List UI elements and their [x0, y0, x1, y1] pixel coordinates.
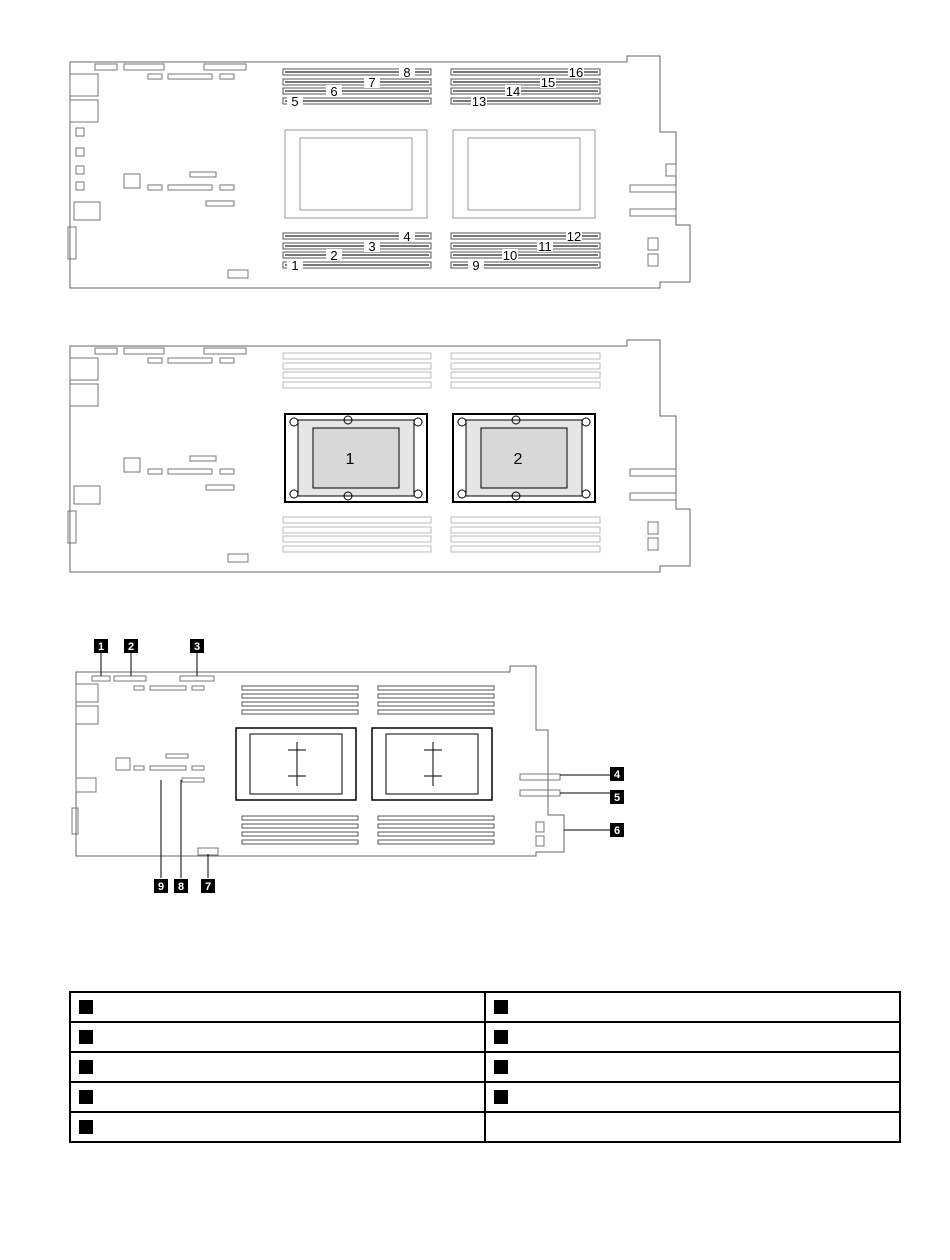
dimm-slot: [451, 382, 600, 388]
legend-cell-left: [70, 1052, 485, 1082]
right-connectors: [520, 774, 560, 846]
dimm-slot: [242, 710, 358, 714]
dimm-slot: [378, 824, 494, 828]
processor-1: [285, 414, 427, 502]
processor-socket-diagram: [0, 336, 950, 586]
right-connectors: [630, 469, 676, 550]
dimm-slot: [451, 372, 600, 378]
processor-socket-outlines: [285, 130, 595, 218]
legend-cell-right: [485, 1052, 900, 1082]
dimm-slot: [283, 517, 431, 523]
callout-4-number: 4: [613, 769, 621, 781]
legend-cell-right: [485, 1022, 900, 1052]
dimm-slot: [378, 832, 494, 836]
dimm-slot-label: 11: [538, 239, 552, 254]
legend-row: [70, 1052, 900, 1082]
callout-8-number: 8: [177, 881, 185, 893]
dimm-slot-label: 1: [291, 258, 299, 273]
dimm-slot: [378, 702, 494, 706]
dimm-slot-label: 3: [368, 239, 376, 254]
dimm-slot-label: 14: [505, 84, 521, 99]
dimm-slot-label: 5: [291, 94, 299, 109]
dimm-slot: [451, 363, 600, 369]
legend-row: [70, 1082, 900, 1112]
dimm-slot: [451, 536, 600, 542]
legend-callout-badge: [79, 1000, 93, 1014]
dimm-slot-label: 10: [502, 248, 518, 263]
dimm-slot: [242, 694, 358, 698]
dimm-slot-label: 8: [403, 65, 411, 80]
dimm-slot: [451, 353, 600, 359]
dimm-slot-label: 7: [368, 75, 376, 90]
dimm-slot-3-contacts: [285, 245, 429, 247]
dimm-slot-6-contacts: [285, 90, 429, 92]
dimm-slot: [283, 527, 431, 533]
dimm-slot: [242, 816, 358, 820]
legend-callout-badge: [79, 1060, 93, 1074]
dimm-slot-label: 16: [568, 65, 584, 80]
dimm-slots: [242, 686, 494, 844]
dimm-slot-label: 13: [471, 94, 487, 109]
dimm-slot: [283, 372, 431, 378]
callout-3-number: 3: [193, 641, 201, 653]
dimm-slot: [283, 546, 431, 552]
legend-callout-badge: [494, 1090, 508, 1104]
legend-row: [70, 1022, 900, 1052]
dimm-slot-label: 12: [566, 229, 582, 244]
dimm-slot-15-contacts: [453, 81, 598, 83]
left-io-components: [68, 64, 248, 278]
dimm-slot-14-contacts: [453, 90, 598, 92]
dimm-slot-2-contacts: [285, 254, 429, 256]
dimm-slot: [242, 832, 358, 836]
dimm-slot: [283, 382, 431, 388]
dimm-slot: [242, 686, 358, 690]
legend-cell-right: [485, 1082, 900, 1112]
callout-legend-table: [69, 991, 901, 1143]
legend-row: [70, 992, 900, 1022]
dimm-slot-1-contacts: [285, 264, 429, 266]
dimm-slot-10-contacts: [453, 254, 598, 256]
dimm-slot-label: 4: [403, 229, 411, 244]
dimm-slot-label: 9: [472, 258, 480, 273]
dimm-slot-7-contacts: [285, 81, 429, 83]
dimm-slot-label: 6: [330, 84, 338, 99]
callout-1-number: 1: [97, 641, 105, 653]
dimm-slot: [378, 710, 494, 714]
connector-callout-diagram: [0, 630, 950, 910]
callout-2-number: 2: [127, 641, 135, 653]
dimm-slot: [378, 694, 494, 698]
legend-callout-badge: [79, 1120, 93, 1134]
legend-row: [70, 1112, 900, 1142]
dimm-slot: [283, 536, 431, 542]
legend-callout-badge: [494, 1060, 508, 1074]
callout-7-number: 7: [204, 881, 212, 893]
processor-sockets: [236, 728, 492, 800]
legend-callout-badge: [79, 1090, 93, 1104]
dimm-slot-label: 2: [330, 248, 338, 263]
dimm-slot-labels: [287, 65, 584, 273]
dimm-slot: [378, 816, 494, 820]
callout-9-number: 9: [157, 881, 165, 893]
legend-cell-left: [70, 1112, 485, 1142]
dimm-slot: [378, 840, 494, 844]
dimm-slot-diagram: [0, 52, 950, 302]
processor-2-label: 2: [513, 451, 523, 468]
left-io-components: [68, 348, 248, 562]
dimm-slot: [242, 840, 358, 844]
right-connectors: [630, 164, 676, 266]
processor-2: [453, 414, 595, 502]
dimm-slot-11-contacts: [453, 245, 598, 247]
dimm-slot: [451, 517, 600, 523]
legend-cell-right: [485, 1112, 900, 1142]
legend-cell-left: [70, 992, 485, 1022]
dimm-slot-5-contacts: [285, 100, 429, 102]
legend-cell-left: [70, 1082, 485, 1112]
left-io-components: [72, 676, 218, 855]
dimm-slot: [283, 363, 431, 369]
dimm-slot-label: 15: [540, 75, 556, 90]
callout-5-number: 5: [613, 792, 621, 804]
legend-cell-right: [485, 992, 900, 1022]
legend-callout-badge: [79, 1030, 93, 1044]
dimm-slot: [451, 546, 600, 552]
dimm-slot: [242, 702, 358, 706]
legend-callout-badge: [494, 1000, 508, 1014]
callout-6-number: 6: [613, 825, 621, 837]
dimm-slot: [242, 824, 358, 828]
dimm-slot: [283, 353, 431, 359]
processor-1-label: 1: [345, 451, 355, 468]
dimm-slot: [451, 527, 600, 533]
legend-callout-badge: [494, 1030, 508, 1044]
dimm-slot: [378, 686, 494, 690]
legend-cell-left: [70, 1022, 485, 1052]
